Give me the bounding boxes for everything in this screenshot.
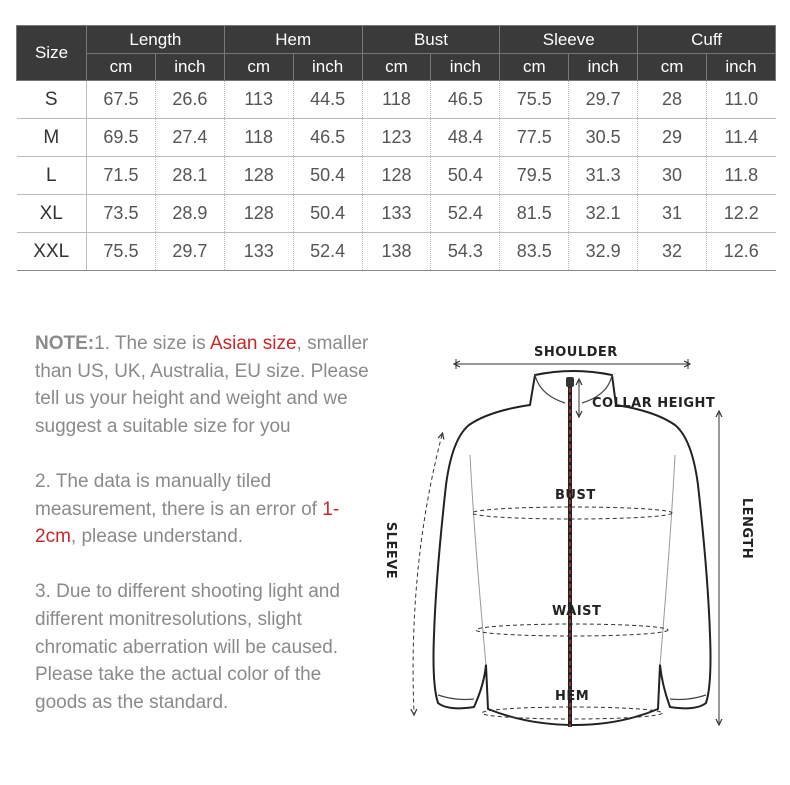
group-header-sleeve: Sleeve <box>500 26 638 54</box>
table-cell: 81.5 <box>500 195 569 233</box>
table-cell: 128 <box>224 195 293 233</box>
table-cell: 31 <box>638 195 707 233</box>
table-cell: 11.8 <box>707 157 776 195</box>
unit-header: inch <box>293 54 362 81</box>
table-row <box>17 157 776 195</box>
table-cell: 28 <box>638 81 707 119</box>
unit-header: inch <box>707 54 776 81</box>
unit-header: inch <box>431 54 500 81</box>
table-cell: 123 <box>362 119 431 157</box>
table-cell: 118 <box>362 81 431 119</box>
table-cell: 27.4 <box>155 119 224 157</box>
size-cell: XXL <box>17 233 87 271</box>
table-cell: 12.2 <box>707 195 776 233</box>
table-cell: 118 <box>224 119 293 157</box>
sleeve-label: SLEEVE <box>383 521 399 580</box>
note-1-text-end: , smaller than US, UK, Australia, EU size. Please tell us your height and weight and we suggest a suitable size for you <box>35 333 369 437</box>
table-cell: 28.9 <box>155 195 224 233</box>
table-cell: 52.4 <box>293 233 362 271</box>
table-cell: 12.6 <box>707 233 776 271</box>
unit-header: cm <box>638 54 707 81</box>
table-cell: 128 <box>224 157 293 195</box>
table-cell: 44.5 <box>293 81 362 119</box>
table-row <box>17 81 776 119</box>
table-cell: 30.5 <box>569 119 638 157</box>
table-cell: 29.7 <box>569 81 638 119</box>
group-header-cuff: Cuff <box>638 26 776 54</box>
note-1 <box>35 330 375 440</box>
error-range-highlight: 1-2cm <box>35 498 340 548</box>
table-cell: 31.3 <box>569 157 638 195</box>
note-1-text: 1. The size is <box>94 333 210 354</box>
table-cell: 71.5 <box>87 157 156 195</box>
group-header-bust: Bust <box>362 26 500 54</box>
unit-header: cm <box>500 54 569 81</box>
size-chart-table <box>16 25 776 271</box>
asian-size-highlight: Asian size <box>209 333 297 354</box>
note-2-text-end: , please understand. <box>70 526 244 548</box>
table-cell: 11.0 <box>707 81 776 119</box>
table-cell: 79.5 <box>500 157 569 195</box>
shoulder-label: SHOULDER <box>534 345 618 360</box>
jacket-measurement-diagram <box>370 335 770 755</box>
length-label: LENGTH <box>739 497 755 560</box>
size-cell: M <box>17 119 87 157</box>
table-cell: 133 <box>224 233 293 271</box>
unit-header: cm <box>224 54 293 81</box>
size-cell: S <box>17 81 87 119</box>
table-cell: 67.5 <box>87 81 156 119</box>
table-cell: 50.4 <box>293 195 362 233</box>
table-cell: 32 <box>638 233 707 271</box>
table-cell: 50.4 <box>431 157 500 195</box>
table-cell: 50.4 <box>293 157 362 195</box>
table-row <box>17 119 776 157</box>
table-cell: 26.6 <box>155 81 224 119</box>
table-cell: 52.4 <box>431 195 500 233</box>
table-cell: 11.4 <box>707 119 776 157</box>
table-cell: 69.5 <box>87 119 156 157</box>
table-cell: 48.4 <box>431 119 500 157</box>
table-cell: 54.3 <box>431 233 500 271</box>
unit-header: cm <box>87 54 156 81</box>
collar-height-label: COLLAR HEIGHT <box>592 396 716 411</box>
size-header: Size <box>17 26 87 81</box>
table-cell: 32.1 <box>569 195 638 233</box>
group-header-hem: Hem <box>224 26 362 54</box>
table-cell: 138 <box>362 233 431 271</box>
hem-label: HEM <box>555 689 590 704</box>
unit-header: inch <box>155 54 224 81</box>
waist-label: WAIST <box>552 604 602 619</box>
table-cell: 73.5 <box>87 195 156 233</box>
table-cell: 128 <box>362 157 431 195</box>
table-cell: 75.5 <box>500 81 569 119</box>
size-cell: XL <box>17 195 87 233</box>
bust-label: BUST <box>555 488 596 503</box>
table-cell: 29 <box>638 119 707 157</box>
note-3: 3. Due to different shooting light and different monitresolutions, slight chromatic aberration will be caused. Please take the actual color of the goods as the standard. <box>35 581 340 713</box>
table-cell: 113 <box>224 81 293 119</box>
unit-header: inch <box>569 54 638 81</box>
table-cell: 75.5 <box>87 233 156 271</box>
note-2 <box>35 468 375 551</box>
table-cell: 46.5 <box>293 119 362 157</box>
table-cell: 77.5 <box>500 119 569 157</box>
note-2-text: 2. The data is manually tiled measurement, there is an error of <box>35 470 323 520</box>
table-cell: 29.7 <box>155 233 224 271</box>
table-cell: 46.5 <box>431 81 500 119</box>
table-row <box>17 195 776 233</box>
size-notes <box>35 330 375 744</box>
table-cell: 30 <box>638 157 707 195</box>
size-cell: L <box>17 157 87 195</box>
table-cell: 133 <box>362 195 431 233</box>
table-cell: 83.5 <box>500 233 569 271</box>
group-header-length: Length <box>87 26 225 54</box>
table-cell: 28.1 <box>155 157 224 195</box>
table-cell: 32.9 <box>569 233 638 271</box>
unit-header: cm <box>362 54 431 81</box>
note-prefix: NOTE: <box>35 333 95 354</box>
table-row <box>17 233 776 271</box>
